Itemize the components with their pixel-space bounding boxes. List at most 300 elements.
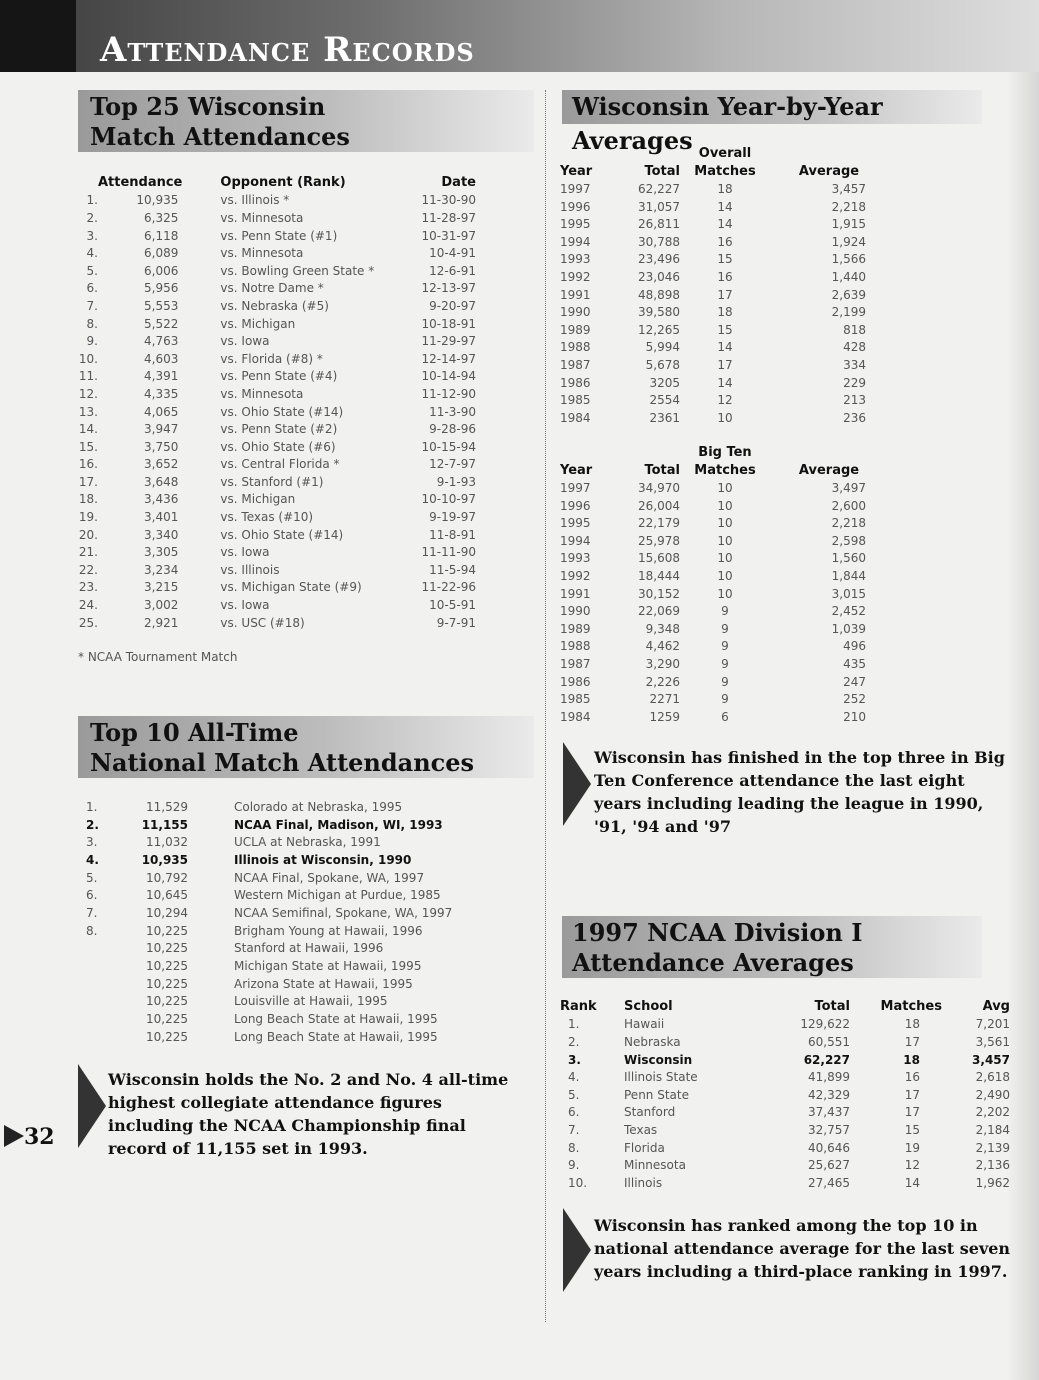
matches-cell: 15 <box>904 1122 920 1137</box>
opponent-cell: vs. Texas (#10) <box>220 510 314 525</box>
page-edge-shadow <box>1007 72 1039 1380</box>
matches-cell: 19 <box>904 1140 920 1155</box>
matches-cell: 9 <box>721 656 729 671</box>
matches-cell: 9 <box>721 639 729 654</box>
rank-cell: 13. <box>78 404 98 419</box>
table-row <box>78 508 476 526</box>
total-cell: 32,757 <box>808 1122 850 1137</box>
date-cell: 12-13-97 <box>421 281 476 296</box>
attendance-cell: 10,225 <box>146 1029 188 1044</box>
total-cell: 22,179 <box>638 516 680 531</box>
table-row <box>78 1010 478 1028</box>
date-cell: 11-30-90 <box>421 193 476 208</box>
date-cell: 9-7-91 <box>436 615 476 630</box>
ncaa-title-line1: 1997 NCAA Division I <box>572 918 863 947</box>
table-row <box>78 209 476 227</box>
rank-cell: 15. <box>78 439 98 454</box>
table-row <box>560 339 888 357</box>
avg-cell: 2,490 <box>975 1087 1010 1102</box>
opponent-cell: vs. Michigan <box>220 492 296 507</box>
total-cell: 39,580 <box>638 305 680 320</box>
total-cell: 23,496 <box>638 252 680 267</box>
average-cell: 2,639 <box>831 287 866 302</box>
school-cell: Nebraska <box>624 1034 681 1049</box>
matches-cell: 14 <box>717 340 733 355</box>
bigten-matches-header: Matches <box>694 462 756 478</box>
matches-cell: 12 <box>904 1158 920 1173</box>
avg-cell: 2,184 <box>975 1122 1010 1137</box>
date-cell: 9-28-96 <box>429 422 476 437</box>
table-row <box>78 244 476 262</box>
attendance-cell: 4,335 <box>144 386 179 401</box>
rank-cell <box>78 993 118 1011</box>
rank-cell: 17. <box>78 474 98 489</box>
page-number <box>4 1124 55 1150</box>
rank-cell: 10. <box>568 1175 588 1190</box>
table-row <box>560 268 888 286</box>
attendance-cell: 10,225 <box>146 1012 188 1027</box>
opponent-cell: vs. Stanford (#1) <box>220 474 324 489</box>
matches-cell: 14 <box>904 1175 920 1190</box>
rank-cell: 7. <box>568 1122 580 1137</box>
attendance-cell: 10,225 <box>146 959 188 974</box>
year-cell: 1986 <box>560 375 591 390</box>
attendance-cell: 3,750 <box>144 439 179 454</box>
table-row <box>560 1156 1010 1174</box>
rank-cell: 16. <box>78 457 98 472</box>
attendance-cell: 3,648 <box>144 474 179 489</box>
table-row <box>560 479 888 497</box>
attendance-cell: 10,935 <box>136 193 179 208</box>
yearly-callout-arrow <box>563 742 591 826</box>
table-row <box>560 180 888 198</box>
rank-cell: 7. <box>86 905 98 920</box>
opponent-cell: vs. Iowa <box>220 334 270 349</box>
attendance-cell: 3,340 <box>144 527 179 542</box>
matches-cell: 16 <box>904 1070 920 1085</box>
table-row <box>560 655 888 673</box>
national-title-line1: Top 10 All-Time <box>90 718 299 747</box>
attendance-cell: 5,522 <box>144 316 179 331</box>
matches-cell: 10 <box>717 533 733 548</box>
average-cell: 229 <box>843 375 866 390</box>
rank-cell: 3. <box>86 228 98 243</box>
rank-cell: 2. <box>86 210 98 225</box>
year-cell: 1984 <box>560 410 591 425</box>
ncaa-callout: Wisconsin has ranked among the top 10 in national attendance average for the last seven years including a third-place ranking in 1997. <box>594 1216 1011 1281</box>
overall-total-header: Total <box>644 163 680 179</box>
header-banner <box>0 0 1039 72</box>
year-cell: 1985 <box>560 692 591 707</box>
opponent-cell: vs. Ohio State (#14) <box>220 404 344 419</box>
table-row <box>560 567 888 585</box>
attendance-cell: 10,645 <box>146 888 188 903</box>
attendance-cell: 10,935 <box>141 852 188 867</box>
total-cell: 40,646 <box>808 1140 850 1155</box>
date-cell: 10-10-97 <box>421 492 476 507</box>
school-cell: Wisconsin <box>624 1052 693 1067</box>
matches-cell: 10 <box>717 410 733 425</box>
table-row <box>560 497 888 515</box>
school-cell: Minnesota <box>624 1158 686 1173</box>
total-cell: 62,227 <box>803 1052 850 1067</box>
page-arrow-icon <box>4 1125 24 1147</box>
avg-cell: 2,202 <box>975 1105 1010 1120</box>
matches-cell: 18 <box>903 1052 920 1067</box>
matches-cell: 18 <box>717 181 733 196</box>
year-cell: 1993 <box>560 551 591 566</box>
total-cell: 2361 <box>649 410 680 425</box>
opponent-cell: vs. USC (#18) <box>220 615 305 630</box>
avg-cell: 3,457 <box>972 1052 1010 1067</box>
table-row <box>560 356 888 374</box>
table-row <box>78 614 476 632</box>
school-cell: Hawaii <box>624 1017 665 1032</box>
column-divider <box>545 90 546 1322</box>
attendance-cell: 3,436 <box>144 492 179 507</box>
rank-cell: 9. <box>86 334 98 349</box>
overall-year-header: Year <box>560 163 593 179</box>
table-row <box>78 491 476 509</box>
bigten-average-header: Average <box>798 462 860 478</box>
total-cell: 2554 <box>649 393 680 408</box>
table-row <box>560 303 888 321</box>
top25-table <box>78 174 476 631</box>
opponent-cell: vs. Florida (#8) * <box>220 351 323 366</box>
rank-cell: 6. <box>86 281 98 296</box>
matches-cell: 12 <box>717 393 733 408</box>
average-cell: 236 <box>843 410 866 425</box>
match-cell: Illinois at Wisconsin, 1990 <box>234 852 412 867</box>
table-row <box>78 473 476 491</box>
date-cell: 10-14-94 <box>421 369 476 384</box>
total-cell: 3,290 <box>645 656 680 671</box>
school-cell: Penn State <box>624 1087 689 1102</box>
total-cell: 15,608 <box>638 551 680 566</box>
table-row <box>560 251 888 269</box>
table-row <box>78 851 478 869</box>
attendance-cell: 10,225 <box>146 994 188 1009</box>
match-cell: Louisville at Hawaii, 1995 <box>234 994 388 1009</box>
table-row <box>560 1104 1010 1122</box>
matches-cell: 15 <box>717 322 733 337</box>
opponent-cell: vs. Iowa <box>220 545 270 560</box>
date-cell: 9-1-93 <box>436 474 476 489</box>
matches-cell: 17 <box>904 1034 920 1049</box>
year-cell: 1984 <box>560 709 591 724</box>
average-cell: 428 <box>843 340 866 355</box>
ncaa-heading <box>562 916 982 978</box>
match-cell: Brigham Young at Hawaii, 1996 <box>234 923 423 938</box>
matches-cell: 9 <box>721 674 729 689</box>
match-cell: Long Beach State at Hawaii, 1995 <box>234 1012 438 1027</box>
attendance-cell: 6,006 <box>144 263 179 278</box>
total-cell: 25,978 <box>638 533 680 548</box>
banner-black-block <box>0 0 76 72</box>
avg-cell: 2,618 <box>975 1070 1010 1085</box>
rank-cell: 1. <box>86 799 98 814</box>
table-row <box>560 550 888 568</box>
attendance-cell: 4,391 <box>144 369 179 384</box>
rank-cell: 5. <box>86 263 98 278</box>
opponent-cell: vs. Michigan <box>220 316 296 331</box>
table-row <box>560 708 888 726</box>
opponent-cell: vs. Penn State (#4) <box>220 369 338 384</box>
table-row <box>78 315 476 333</box>
matches-cell: 9 <box>721 621 729 636</box>
attendance-cell: 6,325 <box>144 210 179 225</box>
opponent-cell: vs. Notre Dame * <box>220 281 324 296</box>
table-row <box>560 215 888 233</box>
matches-cell: 10 <box>717 480 733 495</box>
rank-cell: 8. <box>86 316 98 331</box>
average-cell: 1,039 <box>831 621 866 636</box>
avg-cell: 7,201 <box>975 1017 1010 1032</box>
school-cell: Stanford <box>624 1105 676 1120</box>
total-header: Total <box>814 999 850 1015</box>
table-row <box>78 332 476 350</box>
total-cell: 129,622 <box>800 1017 850 1032</box>
year-cell: 1985 <box>560 393 591 408</box>
year-cell: 1988 <box>560 639 591 654</box>
date-header: Date <box>441 175 476 191</box>
match-cell: Western Michigan at Purdue, 1985 <box>234 888 441 903</box>
table-row <box>560 1086 1010 1104</box>
table-row <box>78 385 476 403</box>
top25-heading <box>78 90 534 152</box>
average-cell: 210 <box>843 709 866 724</box>
attendance-cell: 4,763 <box>144 334 179 349</box>
total-cell: 60,551 <box>808 1034 850 1049</box>
matches-cell: 9 <box>721 604 729 619</box>
rank-cell: 2. <box>568 1034 580 1049</box>
attendance-cell: 3,234 <box>144 562 179 577</box>
top25-title-line1: Top 25 Wisconsin <box>90 92 326 121</box>
table-row <box>78 904 478 922</box>
date-cell: 11-12-90 <box>421 386 476 401</box>
date-cell: 10-5-91 <box>429 598 476 613</box>
attendance-cell: 3,002 <box>144 598 179 613</box>
year-cell: 1989 <box>560 621 591 636</box>
table-row <box>78 438 476 456</box>
average-cell: 1,560 <box>831 551 866 566</box>
avg-cell: 2,136 <box>975 1158 1010 1173</box>
table-row <box>78 543 476 561</box>
bigten-group-label: Big Ten <box>698 445 752 461</box>
attendance-cell: 11,529 <box>146 799 188 814</box>
attendance-cell: 3,305 <box>144 545 179 560</box>
attendance-cell: 2,921 <box>144 615 179 630</box>
opponent-cell: vs. Penn State (#1) <box>220 228 338 243</box>
table-row <box>560 409 888 427</box>
avg-cell: 1,962 <box>975 1175 1010 1190</box>
total-cell: 30,788 <box>638 234 680 249</box>
rank-cell: 4. <box>86 852 99 867</box>
opponent-cell: vs. Nebraska (#5) <box>220 298 329 313</box>
matches-cell: 10 <box>717 586 733 601</box>
page-number-text: 32 <box>24 1124 55 1150</box>
table-row <box>560 391 888 409</box>
rank-cell: 2. <box>86 817 99 832</box>
footnote: * NCAA Tournament Match <box>78 650 238 664</box>
total-cell: 31,057 <box>638 199 680 214</box>
opponent-cell: vs. Minnesota <box>220 210 304 225</box>
table-row <box>78 350 476 368</box>
top25-title-line2: Match Attendances <box>90 122 350 151</box>
year-cell: 1988 <box>560 340 591 355</box>
total-cell: 5,994 <box>645 340 680 355</box>
attendance-cell: 10,294 <box>146 905 188 920</box>
total-cell: 26,004 <box>638 498 680 513</box>
rank-cell: 21. <box>78 545 98 560</box>
date-cell: 12-7-97 <box>429 457 476 472</box>
opponent-cell: vs. Illinois <box>220 562 280 577</box>
overall-group-label: Overall <box>698 146 752 162</box>
table-row <box>560 673 888 691</box>
ncaa-title-line2: Attendance Averages <box>572 948 854 977</box>
rank-cell: 7. <box>86 298 98 313</box>
table-row <box>78 420 476 438</box>
attendance-cell: 3,652 <box>144 457 179 472</box>
table-row <box>560 198 888 216</box>
attendance-cell: 6,118 <box>144 228 179 243</box>
rank-cell: 5. <box>86 870 98 885</box>
school-cell: Illinois State <box>624 1070 698 1085</box>
total-cell: 27,465 <box>808 1175 850 1190</box>
total-cell: 62,227 <box>638 181 680 196</box>
date-cell: 11-29-97 <box>421 334 476 349</box>
rank-cell <box>78 1028 118 1046</box>
rank-cell: 6. <box>86 888 98 903</box>
matches-cell: 10 <box>717 551 733 566</box>
matches-cell: 17 <box>904 1087 920 1102</box>
table-row <box>78 975 478 993</box>
table-row <box>78 596 476 614</box>
opponent-header: Opponent (Rank) <box>220 175 346 191</box>
date-cell: 10-15-94 <box>421 439 476 454</box>
table-row <box>560 532 888 550</box>
rank-cell <box>78 975 118 993</box>
match-cell: NCAA Semifinal, Spokane, WA, 1997 <box>234 905 453 920</box>
total-cell: 2,226 <box>645 674 680 689</box>
national-callout-arrow <box>78 1064 106 1148</box>
rank-cell: 20. <box>78 527 98 542</box>
opponent-cell: vs. Minnesota <box>220 246 304 261</box>
rank-cell: 12. <box>78 386 98 401</box>
date-cell: 9-20-97 <box>429 298 476 313</box>
average-cell: 496 <box>843 639 866 654</box>
average-cell: 1,915 <box>831 217 866 232</box>
overall-average-header: Average <box>798 163 860 179</box>
opponent-cell: vs. Ohio State (#6) <box>220 439 336 454</box>
table-row <box>560 1139 1010 1157</box>
date-cell: 11-5-94 <box>429 562 476 577</box>
table-row <box>560 638 888 656</box>
rank-cell: 14. <box>78 422 98 437</box>
opponent-cell: vs. Illinois * <box>220 193 290 208</box>
school-header: School <box>624 999 673 1015</box>
average-cell: 435 <box>843 656 866 671</box>
average-cell: 818 <box>843 322 866 337</box>
date-cell: 10-4-91 <box>429 246 476 261</box>
table-row <box>560 286 888 304</box>
average-cell: 3,497 <box>831 480 866 495</box>
year-cell: 1996 <box>560 498 591 513</box>
matches-cell: 18 <box>904 1017 920 1032</box>
school-cell: Illinois <box>624 1175 663 1190</box>
avg-header: Avg <box>982 999 1010 1015</box>
rank-cell: 23. <box>78 580 98 595</box>
table-row <box>78 227 476 245</box>
national-table <box>78 798 478 1046</box>
attendance-cell: 5,553 <box>144 298 179 313</box>
attendance-cell: 3,947 <box>144 422 179 437</box>
table-row <box>78 957 478 975</box>
year-cell: 1989 <box>560 322 591 337</box>
avg-cell: 3,561 <box>975 1034 1010 1049</box>
average-cell: 2,199 <box>831 305 866 320</box>
date-cell: 11-11-90 <box>421 545 476 560</box>
matches-cell: 10 <box>717 516 733 531</box>
average-cell: 3,015 <box>831 586 866 601</box>
table-row <box>78 456 476 474</box>
rank-cell: 5. <box>568 1087 580 1102</box>
year-cell: 1994 <box>560 533 591 548</box>
table-row <box>560 585 888 603</box>
total-cell: 22,069 <box>638 604 680 619</box>
date-cell: 11-8-91 <box>429 527 476 542</box>
match-cell: NCAA Final, Madison, WI, 1993 <box>234 817 443 832</box>
total-cell: 1259 <box>649 709 680 724</box>
matches-cell: 10 <box>717 498 733 513</box>
rank-cell: 25. <box>78 615 98 630</box>
matches-cell: 16 <box>717 234 733 249</box>
rank-cell: 3. <box>86 835 98 850</box>
table-row <box>560 233 888 251</box>
rank-header: Rank <box>560 999 597 1015</box>
table-row <box>78 368 476 386</box>
rank-cell: 8. <box>86 923 98 938</box>
total-cell: 2271 <box>649 692 680 707</box>
match-cell: Long Beach State at Hawaii, 1995 <box>234 1029 438 1044</box>
opponent-cell: vs. Ohio State (#14) <box>220 527 344 542</box>
match-cell: Stanford at Hawaii, 1996 <box>234 941 384 956</box>
year-cell: 1991 <box>560 287 591 302</box>
total-cell: 34,970 <box>638 480 680 495</box>
total-cell: 41,899 <box>808 1070 850 1085</box>
top25-header-row <box>78 174 476 192</box>
attendance-cell: 6,089 <box>144 246 179 261</box>
table-row <box>78 262 476 280</box>
total-cell: 30,152 <box>638 586 680 601</box>
match-cell: UCLA at Nebraska, 1991 <box>234 835 381 850</box>
table-row <box>78 526 476 544</box>
total-cell: 5,678 <box>645 357 680 372</box>
year-cell: 1997 <box>560 181 591 196</box>
date-cell: 11-22-96 <box>421 580 476 595</box>
average-cell: 1,440 <box>831 269 866 284</box>
bigten-year-header: Year <box>560 462 593 478</box>
opponent-cell: vs. Minnesota <box>220 386 304 401</box>
average-cell: 247 <box>843 674 866 689</box>
table-row <box>78 833 478 851</box>
table-row <box>78 922 478 940</box>
year-cell: 1992 <box>560 269 591 284</box>
table-row <box>560 602 888 620</box>
table-row <box>560 1121 1010 1139</box>
ncaa-table <box>560 998 1010 1192</box>
rank-cell: 6. <box>568 1105 580 1120</box>
